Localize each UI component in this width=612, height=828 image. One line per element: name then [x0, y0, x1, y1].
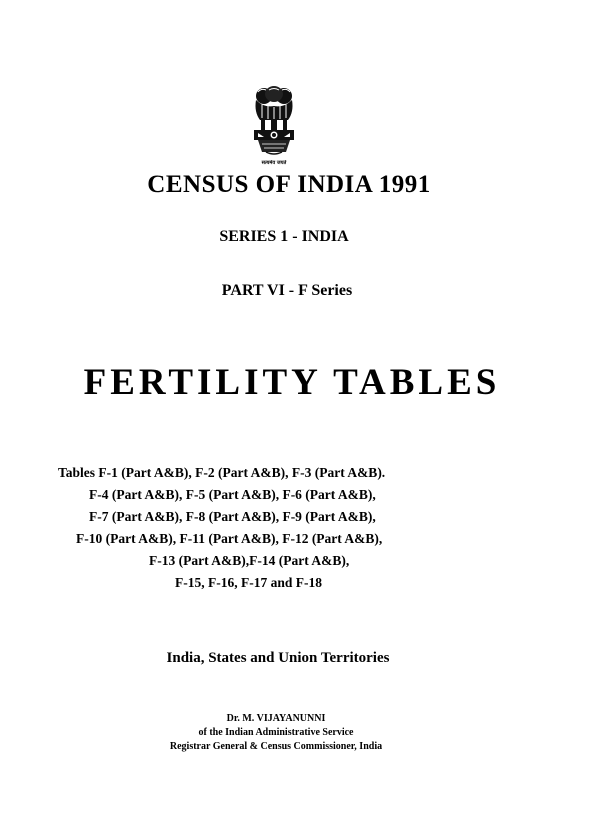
state-emblem-icon	[246, 86, 302, 170]
tables-line: F-4 (Part A&B), F-5 (Part A&B), F-6 (Part A&B),	[89, 487, 376, 502]
author-name: Dr. M. VIJAYANUNNI	[226, 713, 326, 724]
tables-line: F-13 (Part A&B),F-14 (Part A&B),	[149, 553, 350, 568]
tables-line: Tables F-1 (Part A&B), F-2 (Part A&B), F-3 (Part A&B).	[58, 465, 386, 480]
coverage-text: India, States and Union Territories	[166, 650, 390, 666]
tables-list	[0, 462, 612, 594]
emblem-motto: सत्यमेव जयते	[261, 160, 287, 166]
census-title: CENSUS OF INDIA 1991	[147, 171, 431, 198]
author-service: of the Indian Administrative Service	[198, 727, 354, 738]
credits-block	[0, 712, 552, 754]
emblem-drawing	[246, 86, 302, 170]
part-label: PART VI - F Series	[221, 282, 353, 299]
main-title: FERTILITY TABLES	[83, 362, 501, 403]
series-label: SERIES 1 - INDIA	[219, 228, 349, 245]
author-designation: Registrar General & Census Commissioner, India	[169, 741, 383, 752]
tables-line: F-7 (Part A&B), F-8 (Part A&B), F-9 (Part A&B),	[89, 509, 376, 524]
tables-line: F-15, F-16, F-17 and F-18	[175, 575, 322, 590]
tables-line: F-10 (Part A&B), F-11 (Part A&B), F-12 (Part A&B),	[76, 531, 383, 546]
